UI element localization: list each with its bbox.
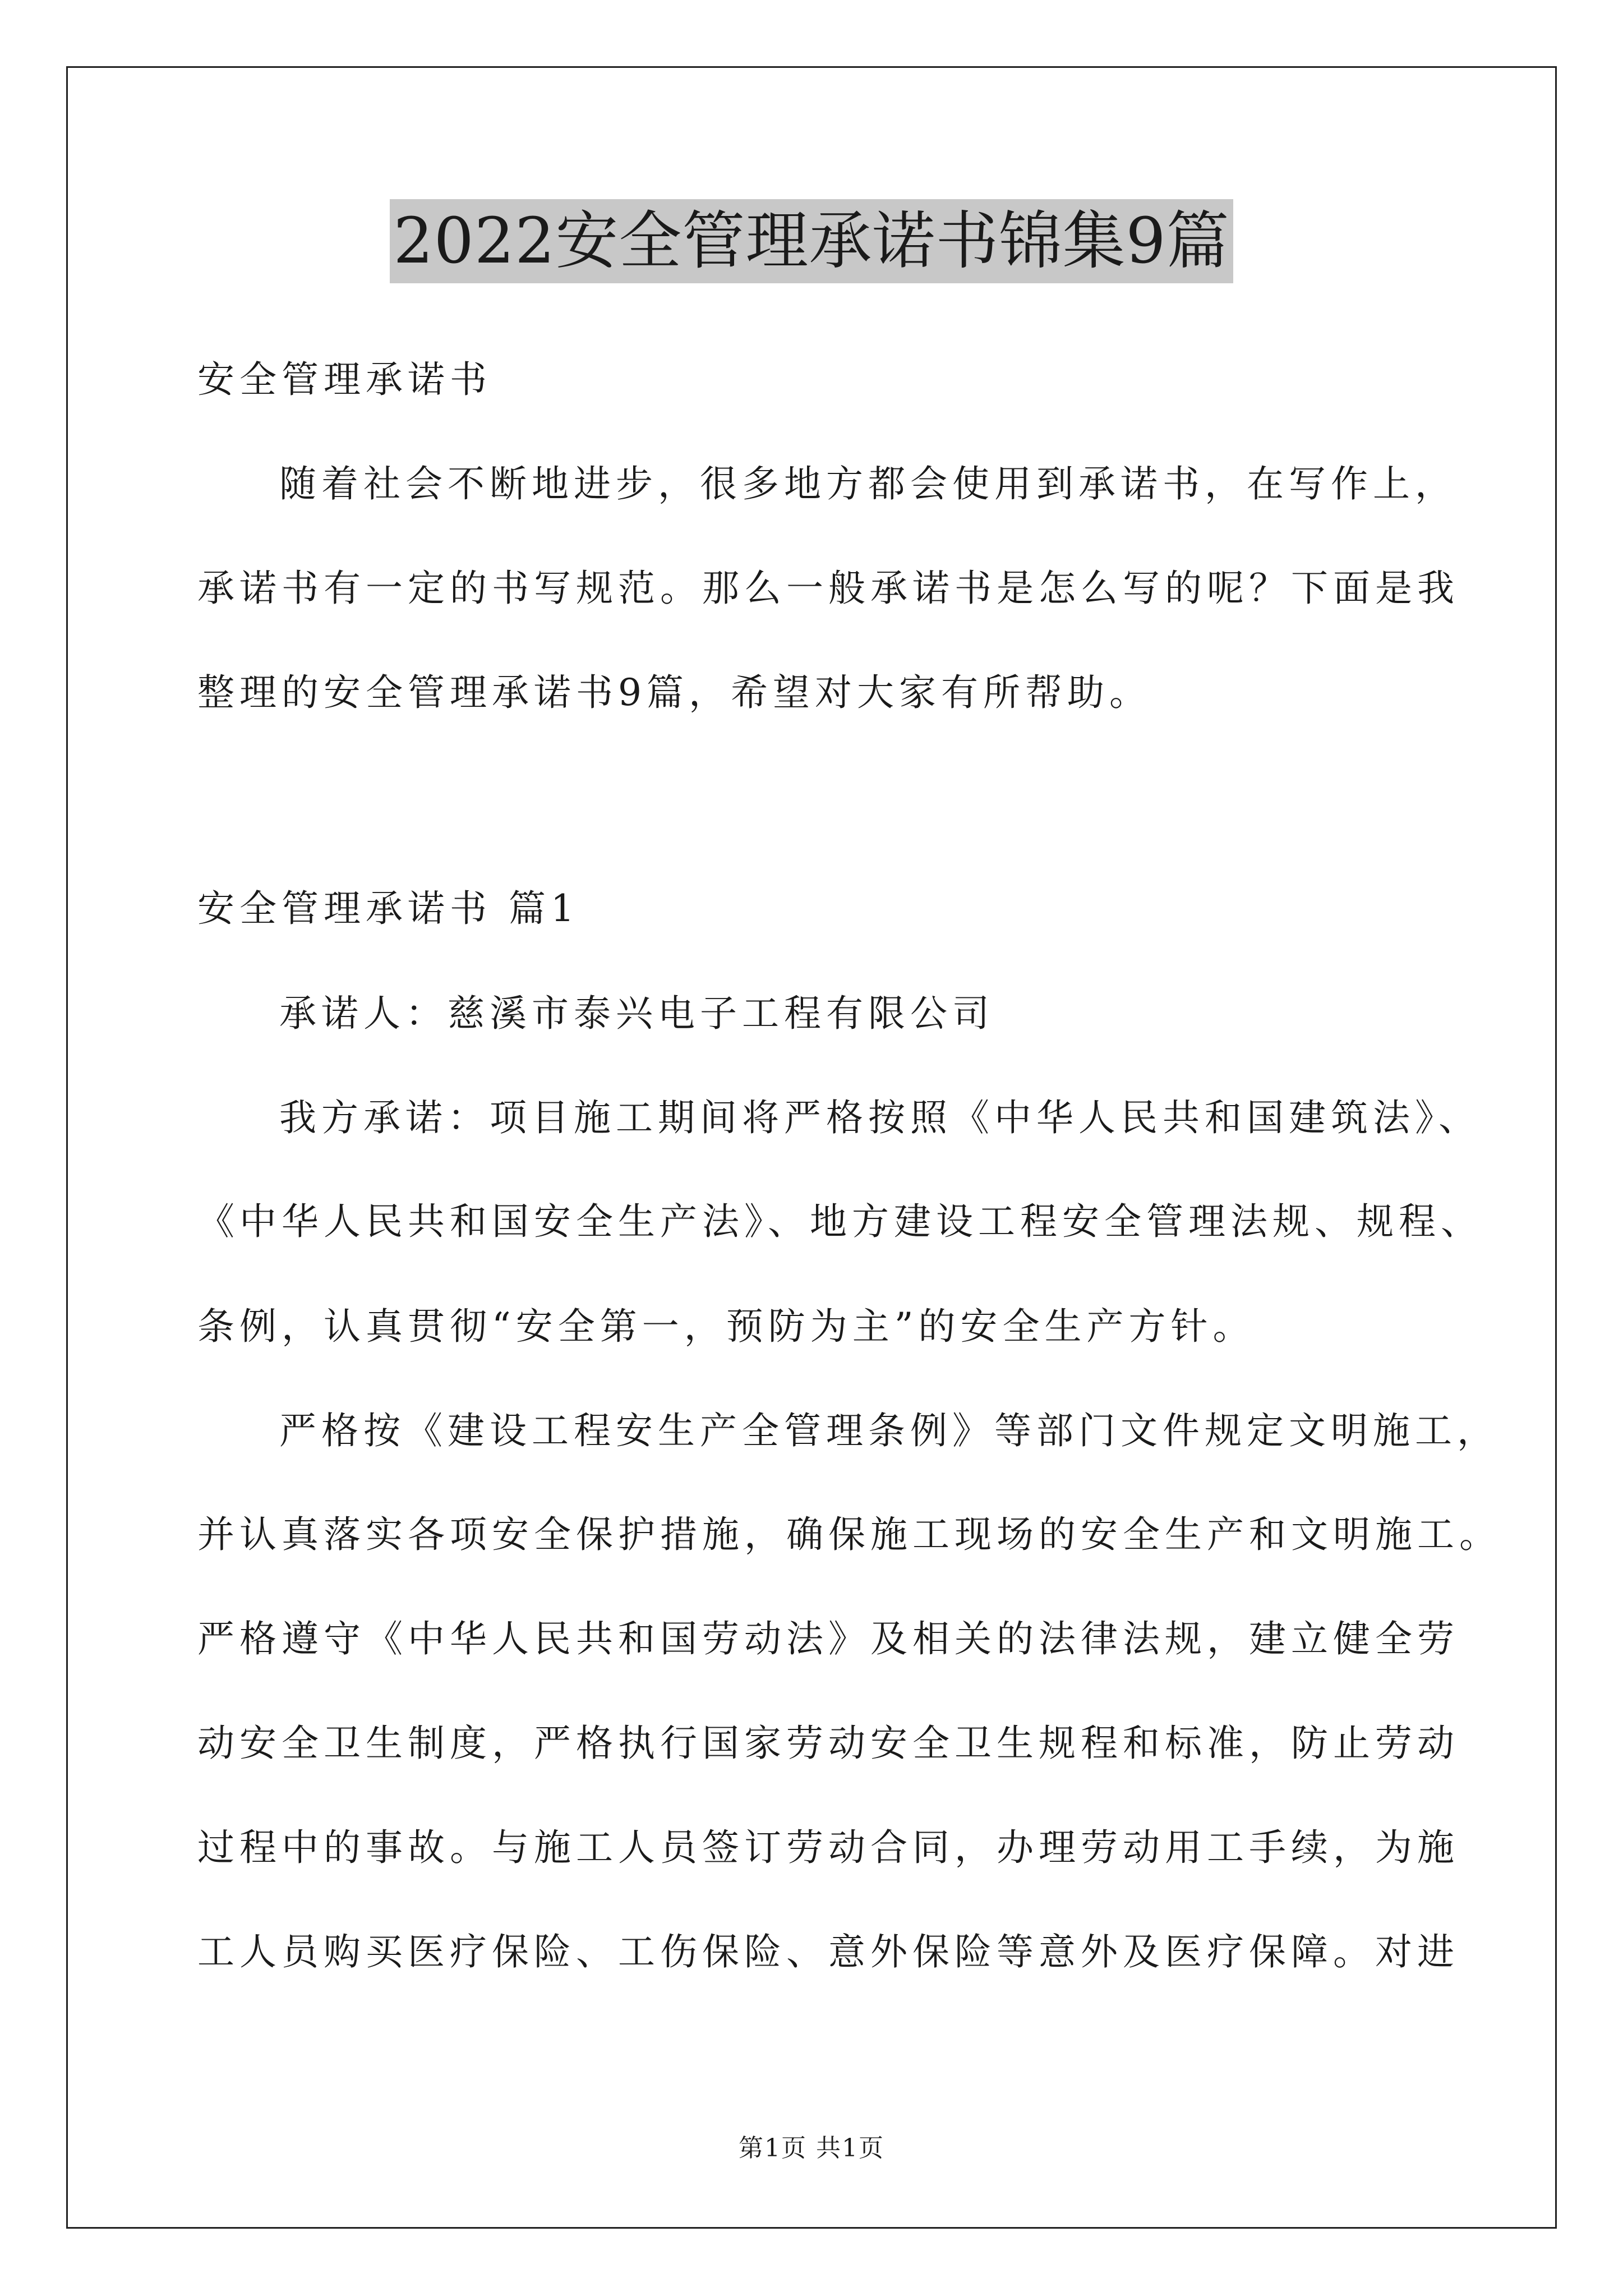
paragraph-line: 工人员购买医疗保险、工伤保险、意外保险等意外及医疗保障。对进 xyxy=(197,1930,1459,1973)
paragraph-line: 条例，认真贯彻“安全第一，预防为主”的安全生产方针。 xyxy=(197,1305,1255,1348)
paragraph-line: 随着社会不断地进步，很多地方都会使用到承诺书，在写作上， xyxy=(279,462,1457,505)
document-title: 2022安全管理承诺书锦集9篇 xyxy=(390,199,1233,283)
paragraph-line: 过程中的事故。与施工人员签订劳动合同，办理劳动用工手续，为施 xyxy=(197,1826,1459,1869)
page-number-footer: 第1页 共1页 xyxy=(739,2134,884,2162)
paragraph-line: 严格遵守《中华人民共和国劳动法》及相关的法律法规，建立健全劳 xyxy=(197,1617,1459,1660)
title-container xyxy=(0,199,1623,283)
section-heading-intro: 安全管理承诺书 xyxy=(197,358,492,401)
paragraph-line: 《中华人民共和国安全生产法》、地方建设工程安全管理法规、规程、 xyxy=(197,1200,1483,1243)
paragraph-line: 严格按《建设工程安生产全管理条例》等部门文件规定文明施工， xyxy=(279,1409,1499,1452)
paragraph-line: 整理的安全管理承诺书9篇，希望对大家有所帮助。 xyxy=(197,671,1151,714)
paragraph-line: 动安全卫生制度，严格执行国家劳动安全卫生规程和标准，防止劳动 xyxy=(197,1722,1459,1765)
paragraph-line: 承诺人：慈溪市泰兴电子工程有限公司 xyxy=(279,992,994,1035)
paragraph-line: 并认真落实各项安全保护措施，确保施工现场的安全生产和文明施工。 xyxy=(197,1513,1501,1556)
paragraph-line: 承诺书有一定的书写规范。那么一般承诺书是怎么写的呢？下面是我 xyxy=(197,567,1459,610)
section-heading-part-1: 安全管理承诺书 篇1 xyxy=(197,887,579,930)
paragraph-line: 我方承诺：项目施工期间将严格按照《中华人民共和国建筑法》、 xyxy=(279,1096,1481,1139)
